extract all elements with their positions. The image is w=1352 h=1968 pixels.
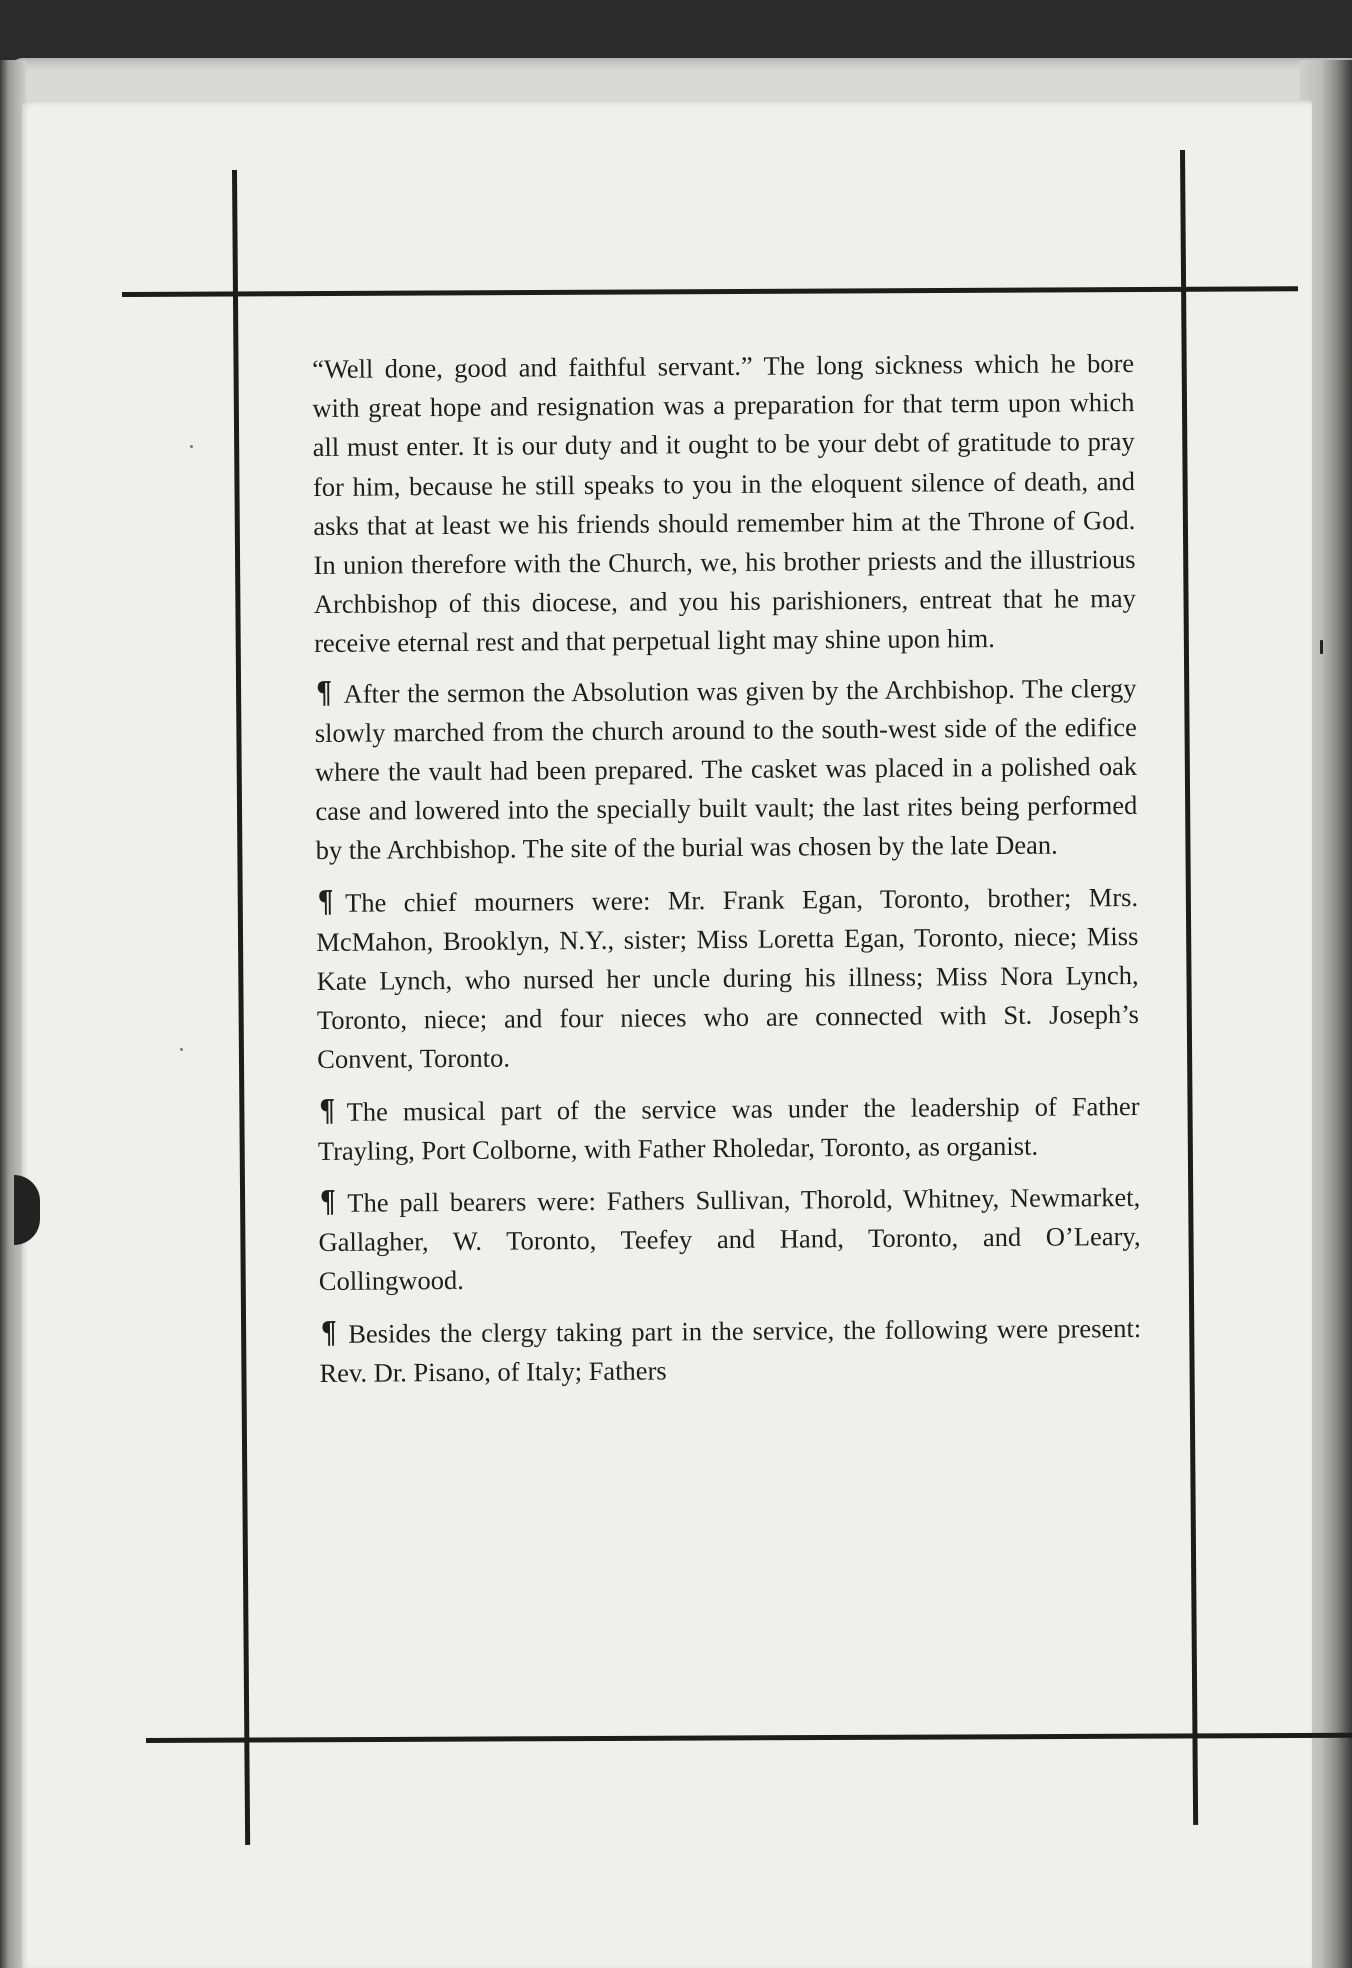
paragraph	[317, 1086, 1140, 1171]
pilcrow-icon: ¶	[318, 1093, 336, 1129]
paper-speck	[1320, 640, 1323, 654]
paragraph-text: “Well done, good and faithful servant.” The long sickness which he bore with great hope and resignation was a preparation for that term upon which all must enter. It is our duty and it ought to be your debt of gratitude to pray for him, because he still speaks to you in the eloquent silence of death, and asks that at least we his friends should remember him at the Throne of God. In union therefore with the Church, we, his brother priests and the illustrious Archbishop of this diocese, and you his parishioners, entreat that he may receive eternal rest and that perpetual light may shine upon him.	[312, 347, 1136, 659]
pilcrow-icon: ¶	[315, 675, 333, 711]
paragraph-text: After the sermon the Absolution was given by the Archbishop. The clergy slowly marched from the church around to the south-west side of the edifice where the vault had been prepared. The casket was placed in a polished oak case and lowered into the specially built vault; the last rites being performed by the Archbishop. The site of the burial was chosen by the late Dean.	[314, 672, 1138, 866]
paragraph	[319, 1308, 1142, 1393]
paper-speck	[190, 445, 193, 448]
paragraph-text: The pall bearers were: Fathers Sullivan, Thorold, Whitney, Newmarket, Gallagher, W. Toronto, Teefey and Hand, Toronto, and O’Leary, Collingwood.	[318, 1182, 1141, 1297]
paragraph	[316, 877, 1139, 1080]
paragraph-text: Besides the clergy taking part in the service, the following were present: Rev. Dr. Pisano, of Italy; Fathers	[319, 1312, 1142, 1388]
paragraph-text: The musical part of the service was under the leadership of Father Trayling, Port Colborne, with Father Rholedar, Toronto, as organist.	[317, 1090, 1140, 1166]
paragraph	[314, 668, 1137, 871]
pilcrow-icon: ¶	[320, 1315, 337, 1351]
pilcrow-icon: ¶	[319, 1184, 337, 1221]
paragraph	[318, 1177, 1141, 1302]
pilcrow-icon: ¶	[317, 884, 334, 920]
paragraph	[312, 344, 1136, 664]
paragraph-text: The chief mourners were: Mr. Frank Egan, Toronto, brother; Mrs. McMahon, Brooklyn, N.Y., sister; Miss Loretta Egan, Toronto, niece; Miss Kate Lynch, who nursed her uncle during his illness; Miss Nora Lynch, Toronto, niece; and four nieces who are connected with St. Joseph’s Convent, Toronto.	[316, 881, 1140, 1075]
paper-speck	[180, 1048, 183, 1051]
body-text	[312, 344, 1142, 1405]
